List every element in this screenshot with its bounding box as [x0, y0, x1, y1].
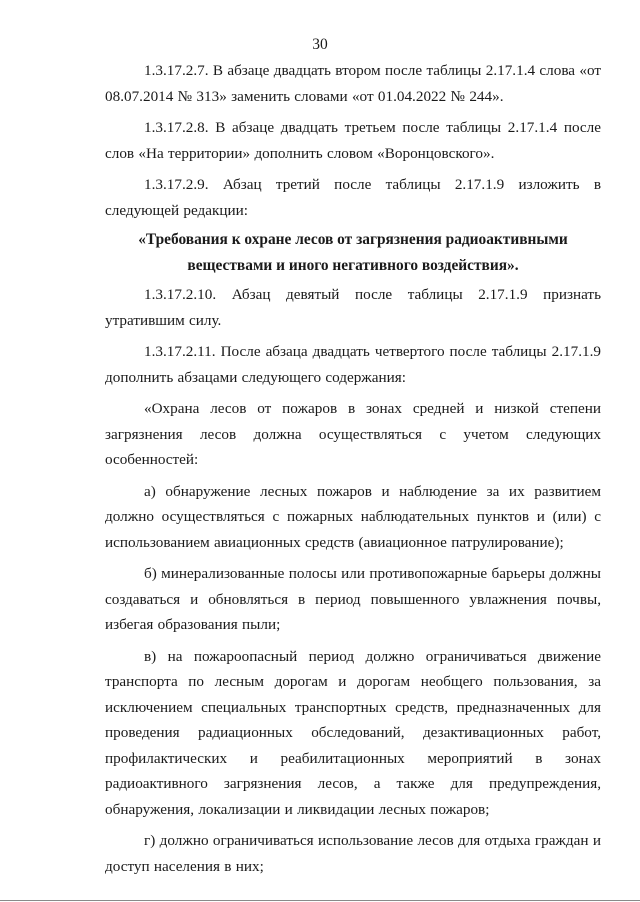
page-number: 30: [312, 36, 328, 53]
paragraph-quote-intro: «Охрана лесов от пожаров в зонах средней и низкой степени загрязнения лесов должна осуществляться с учетом следующих особенностей:: [105, 400, 601, 468]
list-item-v: в) на пожароопасный период должно ограничиваться движение транспорта по лесным дорогам и дорогам необщего пользования, за исключением специальных транспортных средств, предназначенных для проведения радиационных обследований, дезактивационных работ, профилактических и реабилитационных мероприятий в зонах радиоактивного загрязнения лесов, а также для предупреждения, обнаружения, локализации и ликвидации лесных пожаров;: [105, 647, 601, 818]
document-body: [105, 58, 601, 879]
list-item-g: г) должно ограничиваться использование лесов для отдыха граждан и доступ населения в них;: [105, 832, 601, 875]
page-edge-line: [0, 900, 640, 901]
section-heading: «Требования к охране лесов от загрязнения радиоактивными веществами и иного негативного воздействия».: [138, 231, 568, 274]
paragraph-1-3-17-2-7: 1.3.17.2.7. В абзаце двадцать втором после таблицы 2.17.1.4 слова «от 08.07.2014 № 313» заменить словами «от 01.04.2022 № 244».: [105, 62, 601, 105]
paragraph-1-3-17-2-10: 1.3.17.2.10. Абзац девятый после таблицы 2.17.1.9 признать утратившим силу.: [105, 286, 601, 329]
paragraph-1-3-17-2-8: 1.3.17.2.8. В абзаце двадцать третьем после таблицы 2.17.1.4 после слов «На территории» дополнить словом «Воронцовского».: [105, 119, 601, 162]
paragraph-1-3-17-2-11: 1.3.17.2.11. После абзаца двадцать четвертого после таблицы 2.17.1.9 дополнить абзацами следующего содержания:: [105, 343, 601, 386]
list-item-a: а) обнаружение лесных пожаров и наблюдение за их развитием должно осуществляться с пожарных наблюдательных пунктов и (или) с использованием авиационных средств (авиационное патрулирование);: [105, 482, 601, 551]
list-item-b: б) минерализованные полосы или противопожарные барьеры должны создаваться и обновляться в период повышенного увлажнения почвы, избегая образования пыли;: [105, 565, 601, 633]
paragraph-1-3-17-2-9: 1.3.17.2.9. Абзац третий после таблицы 2.17.1.9 изложить в следующей редакции:: [105, 176, 601, 219]
